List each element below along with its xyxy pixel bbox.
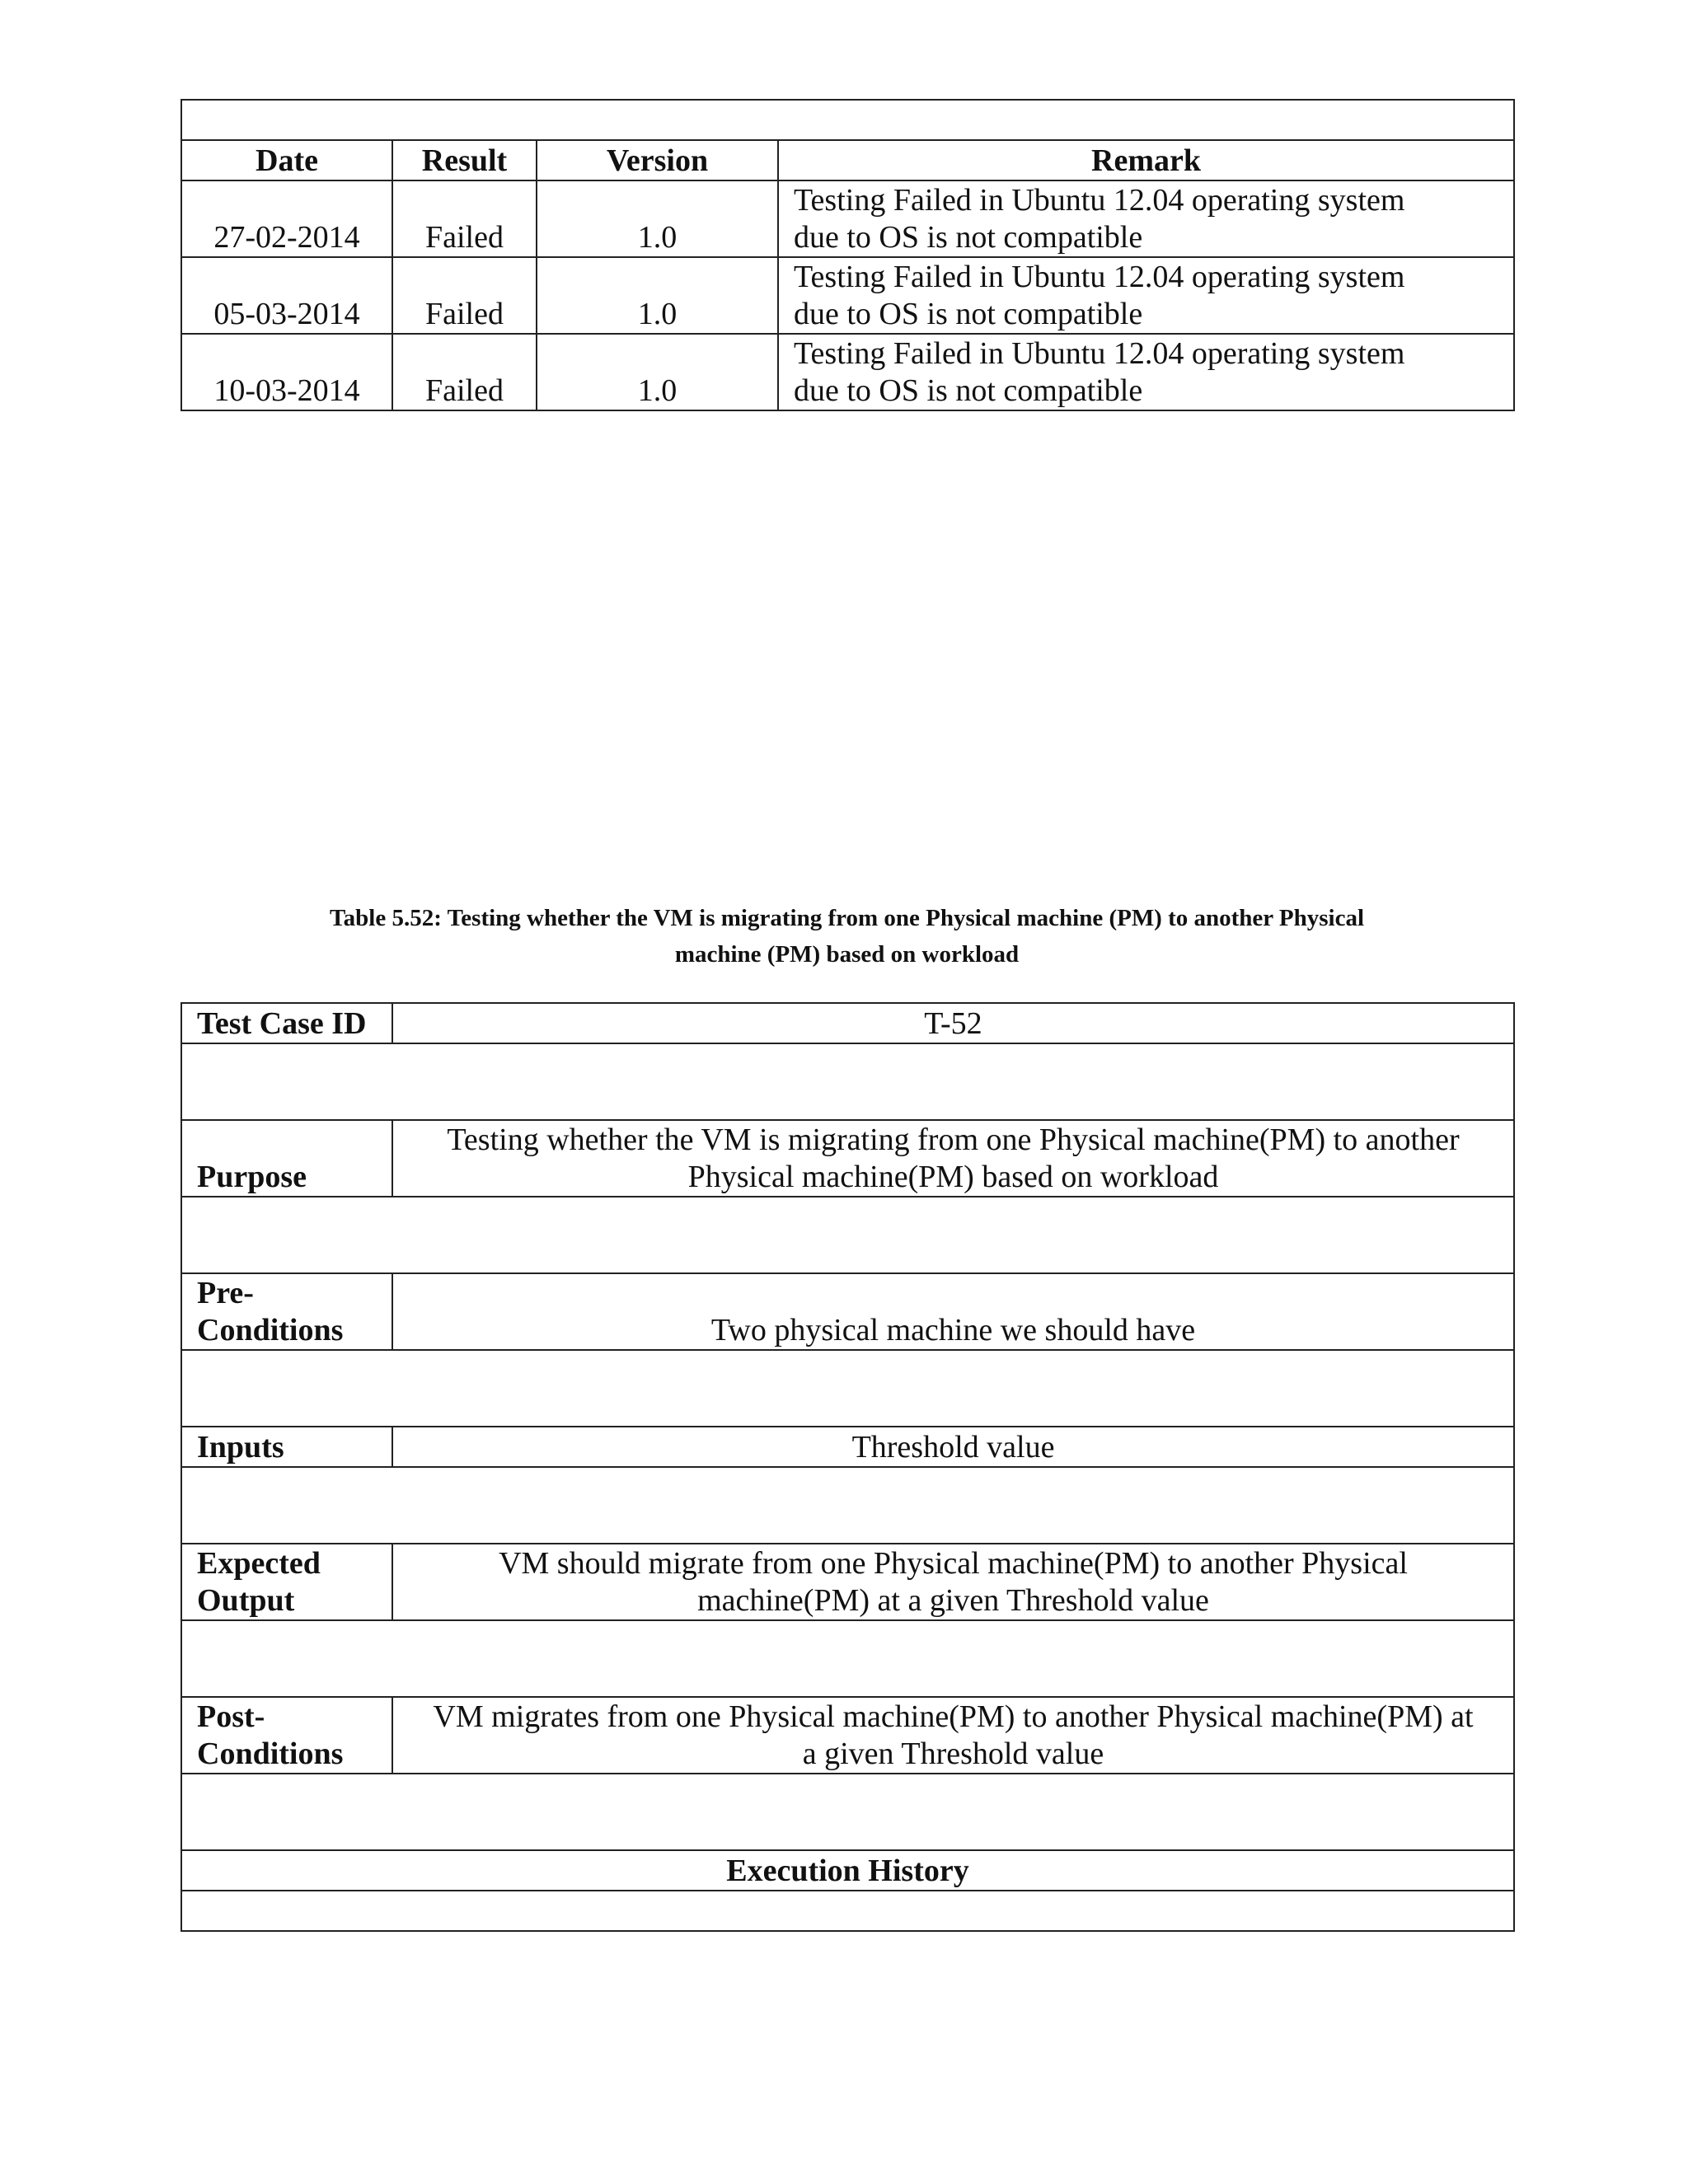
post-line: a given Threshold value [802, 1736, 1104, 1771]
label-line: Pre- [197, 1276, 254, 1310]
blank-row-cell [181, 1197, 1514, 1273]
execution-history-heading: Execution History [181, 1850, 1514, 1891]
column-header-version: Version [537, 140, 778, 180]
table-row [181, 1467, 1514, 1544]
table-row [181, 100, 1514, 140]
pre-conditions-value: Two physical machine we should have [392, 1273, 1514, 1350]
table-row [181, 1544, 1514, 1620]
blank-row-cell [181, 100, 1514, 140]
column-header-result: Result [392, 140, 537, 180]
table-row [181, 1850, 1514, 1891]
table-row [181, 1197, 1514, 1273]
date-cell: 05-03-2014 [181, 257, 392, 334]
test-case-table [181, 1002, 1515, 1932]
purpose-line: Testing whether the VM is migrating from one Physical machine(PM) to another [447, 1122, 1460, 1157]
remark-cell [778, 180, 1514, 257]
remark-cell [778, 257, 1514, 334]
purpose-line: Physical machine(PM) based on workload [687, 1160, 1219, 1194]
remark-line: Testing Failed in Ubuntu 12.04 operating system [794, 260, 1405, 294]
table-row [181, 1774, 1514, 1850]
column-header-date: Date [181, 140, 392, 180]
table-row [181, 1697, 1514, 1774]
result-cell: Failed [392, 180, 537, 257]
expected-line: machine(PM) at a given Threshold value [697, 1583, 1209, 1618]
caption-line: machine (PM) based on workload [674, 941, 1020, 968]
blank-row-cell [181, 1043, 1514, 1120]
table-caption [181, 900, 1513, 972]
expected-line: VM should migrate from one Physical machine(PM) to another Physical [499, 1546, 1408, 1581]
table-row [181, 334, 1514, 410]
blank-row-cell [181, 1467, 1514, 1544]
remark-line: due to OS is not compatible [794, 220, 1143, 255]
header-row [181, 140, 1514, 180]
purpose-label: Purpose [181, 1120, 392, 1197]
blank-row-cell [181, 1350, 1514, 1427]
table-row [181, 257, 1514, 334]
table-row [181, 1350, 1514, 1427]
purpose-value [392, 1120, 1514, 1197]
version-cell: 1.0 [537, 334, 778, 410]
table-row [181, 1273, 1514, 1350]
version-cell: 1.0 [537, 180, 778, 257]
inputs-value: Threshold value [392, 1427, 1514, 1467]
column-header-remark: Remark [778, 140, 1514, 180]
date-cell: 27-02-2014 [181, 180, 392, 257]
remark-line: Testing Failed in Ubuntu 12.04 operating system [794, 183, 1405, 218]
pre-conditions-label [181, 1273, 392, 1350]
caption-line: Table 5.52: Testing whether the VM is migrating from one Physical machine (PM) to another Physical [329, 905, 1364, 931]
label-line: Expected [197, 1546, 321, 1581]
table-row [181, 1620, 1514, 1697]
post-line: VM migrates from one Physical machine(PM) to another Physical machine(PM) at [433, 1699, 1474, 1734]
blank-row-cell [181, 1774, 1514, 1850]
table-row [181, 1120, 1514, 1197]
remark-line: due to OS is not compatible [794, 373, 1143, 408]
test-case-id-label: Test Case ID [181, 1003, 392, 1043]
table-row [181, 1891, 1514, 1931]
post-conditions-value [392, 1697, 1514, 1774]
table-row [181, 180, 1514, 257]
expected-output-label [181, 1544, 392, 1620]
inputs-label: Inputs [181, 1427, 392, 1467]
label-line: Post- [197, 1699, 265, 1734]
version-cell: 1.0 [537, 257, 778, 334]
test-case-id-value: T-52 [392, 1003, 1514, 1043]
date-cell: 10-03-2014 [181, 334, 392, 410]
table-row [181, 1003, 1514, 1043]
blank-row-cell [181, 1620, 1514, 1697]
post-conditions-label [181, 1697, 392, 1774]
label-line: Output [197, 1583, 295, 1618]
label-line: Conditions [197, 1313, 344, 1347]
table-row [181, 1043, 1514, 1120]
result-cell: Failed [392, 334, 537, 410]
expected-output-value [392, 1544, 1514, 1620]
result-cell: Failed [392, 257, 537, 334]
remark-line: Testing Failed in Ubuntu 12.04 operating system [794, 336, 1405, 371]
table-row [181, 1427, 1514, 1467]
remark-cell [778, 334, 1514, 410]
remark-line: due to OS is not compatible [794, 297, 1143, 331]
blank-row-cell [181, 1891, 1514, 1931]
execution-history-table [181, 99, 1515, 411]
label-line: Conditions [197, 1736, 344, 1771]
